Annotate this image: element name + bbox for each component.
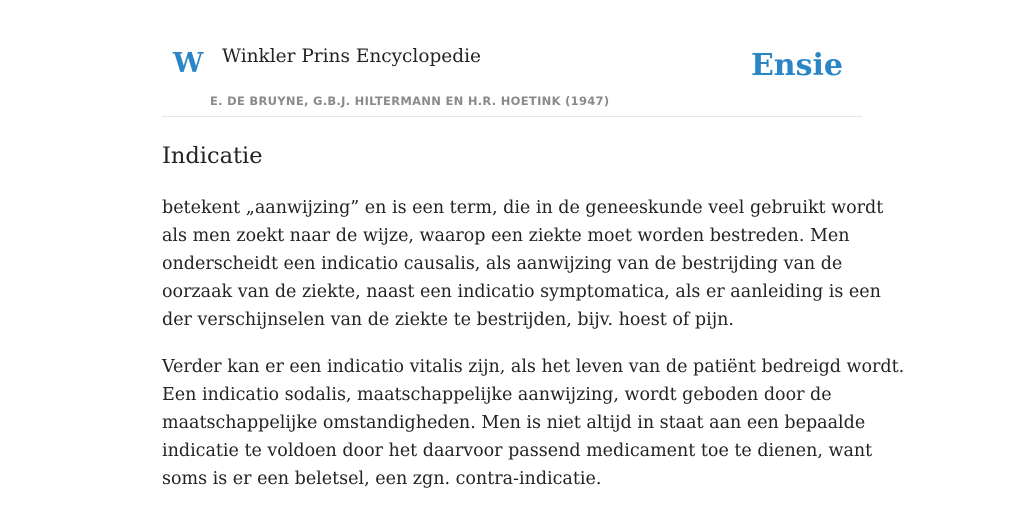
paragraph-line: oorzaak van de ziekte, naast een indicatio symptomatica, als er aanleiding is een (162, 282, 881, 302)
paragraph-line: Verder kan er een indicatio vitalis zijn, als het leven van de patiënt bedreigd wordt. (162, 357, 905, 377)
source-header (162, 0, 862, 117)
paragraph-line: onderscheidt een indicatio causalis, als aanwijzing van de bestrijding van de (162, 254, 843, 274)
article-card (162, 0, 905, 493)
article-paragraph (162, 353, 905, 493)
paragraph-line: maatschappelijke omstandigheden. Men is niet altijd in staat aan een bepaalde (162, 413, 866, 433)
source-logo[interactable]: W (173, 48, 204, 79)
paragraph-line: Een indicatio sodalis, maatschappelijke aanwijzing, wordt geboden door de (162, 385, 832, 405)
paragraph-line: indicatie te voldoen door het daarvoor passend medicament toe te dienen, want (162, 441, 873, 461)
source-title[interactable]: Winkler Prins Encyclopedie (222, 46, 481, 67)
paragraph-line: soms is er een beletsel, een zgn. contra-indicatie. (162, 469, 602, 489)
article-paragraph (162, 194, 884, 334)
brand-logo[interactable]: Ensie (750, 48, 843, 83)
source-authors: E. DE BRUYNE, G.B.J. HILTERMANN EN H.R. HOETINK (1947) (210, 94, 610, 108)
paragraph-line: als men zoekt naar de wijze, waarop een ziekte moet worden bestreden. Men (162, 226, 850, 246)
paragraph-line: der verschijnselen van de ziekte te bestrijden, bijv. hoest of pijn. (162, 310, 734, 330)
article-title: Indicatie (162, 143, 263, 169)
paragraph-line: betekent „aanwijzing” en is een term, die in de geneeskunde veel gebruikt wordt (162, 198, 884, 218)
